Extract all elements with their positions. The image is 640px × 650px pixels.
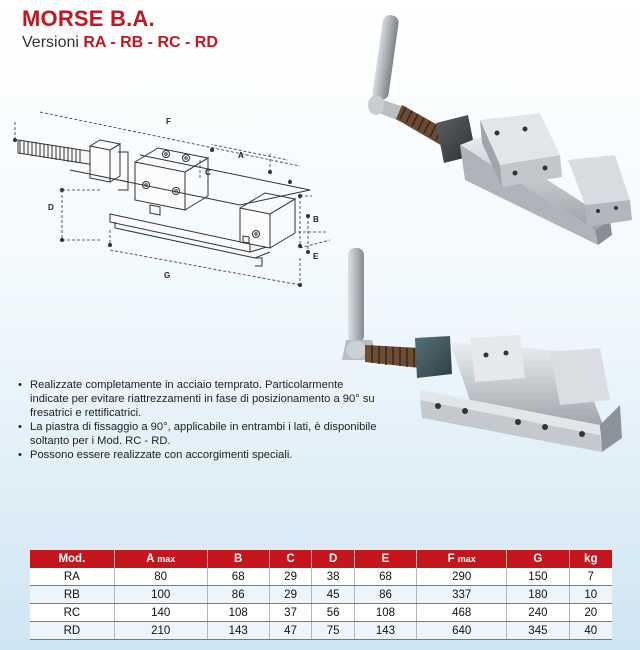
- table-cell: 37: [269, 604, 312, 622]
- col-header-kg: kg: [569, 550, 612, 568]
- table-cell: 337: [417, 586, 507, 604]
- page-title: MORSE B.A.: [22, 6, 155, 31]
- table-cell: 86: [207, 586, 269, 604]
- table-cell: 143: [207, 622, 269, 640]
- crank-handle-icon: [342, 248, 378, 360]
- table-cell: 150: [507, 568, 569, 586]
- feature-item: • La piastra di fissaggio a 90°, applicabile in entrambi i lati, è disponibile soltanto per i Mod. RC - RD.: [18, 420, 378, 448]
- dim-label-g: G: [164, 271, 171, 280]
- dim-label-b: B: [313, 215, 319, 224]
- table-cell: 68: [207, 568, 269, 586]
- table-cell: 29: [269, 586, 312, 604]
- table-cell: 108: [354, 604, 416, 622]
- spec-table-header-row: [30, 550, 612, 568]
- vise-screw-icon: [365, 345, 420, 368]
- table-cell: 47: [269, 622, 312, 640]
- feature-item: • Realizzate completamente in acciaio temprato. Particolarmente indicate per evitare riattrezzamenti in fase di posizionamento a 90° su fresatrici e rettificatrici.: [18, 378, 378, 420]
- vise-photo-top: [340, 5, 640, 250]
- table-row: [30, 568, 612, 586]
- table-cell: 345: [507, 622, 569, 640]
- table-cell: 68: [354, 568, 416, 586]
- table-cell: 29: [269, 568, 312, 586]
- table-cell: 7: [569, 568, 612, 586]
- dim-label-e: E: [313, 252, 319, 261]
- col-header-e: E: [354, 550, 416, 568]
- table-cell: 290: [417, 568, 507, 586]
- subtitle-prefix: Versioni: [22, 34, 84, 51]
- dim-label-c: C: [205, 168, 211, 177]
- table-cell: 10: [569, 586, 612, 604]
- col-header-b: B: [207, 550, 269, 568]
- col-header-a: A max: [114, 550, 207, 568]
- table-cell: 45: [312, 586, 355, 604]
- table-row: [30, 604, 612, 622]
- col-header-c: C: [269, 550, 312, 568]
- drawing-fixed-jaw: [135, 148, 208, 215]
- table-row: [30, 586, 612, 604]
- table-cell: 38: [312, 568, 355, 586]
- table-cell: RC: [30, 604, 114, 622]
- table-cell: 180: [507, 586, 569, 604]
- table-cell: 108: [207, 604, 269, 622]
- technical-drawing: [0, 60, 345, 310]
- drawing-screw: [18, 140, 128, 190]
- table-cell: 210: [114, 622, 207, 640]
- subtitle: [22, 34, 218, 52]
- table-cell: 240: [507, 604, 569, 622]
- col-header-d: D: [312, 550, 355, 568]
- nut-block-icon: [415, 336, 452, 378]
- col-header-f: F max: [417, 550, 507, 568]
- table-cell: 80: [114, 568, 207, 586]
- subtitle-versions: RA - RB - RC - RD: [83, 34, 218, 51]
- col-header-g: G: [507, 550, 569, 568]
- table-cell: RA: [30, 568, 114, 586]
- table-cell: RB: [30, 586, 114, 604]
- dim-label-d: D: [48, 203, 54, 212]
- col-header-mod: Mod.: [30, 550, 114, 568]
- drawing-nut-block: [90, 140, 120, 182]
- table-cell: 143: [354, 622, 416, 640]
- table-cell: 20: [569, 604, 612, 622]
- dim-label-a: A: [238, 151, 244, 160]
- drawing-moving-jaw: [240, 193, 295, 248]
- table-cell: 468: [417, 604, 507, 622]
- table-cell: 75: [312, 622, 355, 640]
- table-cell: 40: [569, 622, 612, 640]
- feature-item: • Possono essere realizzate con accorgimenti speciali.: [18, 448, 378, 462]
- spec-table: [30, 550, 612, 640]
- table-cell: 86: [354, 586, 416, 604]
- table-cell: RD: [30, 622, 114, 640]
- table-row: [30, 622, 612, 640]
- table-cell: 56: [312, 604, 355, 622]
- table-cell: 640: [417, 622, 507, 640]
- dim-label-f: F: [166, 117, 171, 126]
- table-cell: 140: [114, 604, 207, 622]
- vise-body-icon: [460, 113, 632, 245]
- table-cell: 100: [114, 586, 207, 604]
- feature-list: [18, 378, 378, 462]
